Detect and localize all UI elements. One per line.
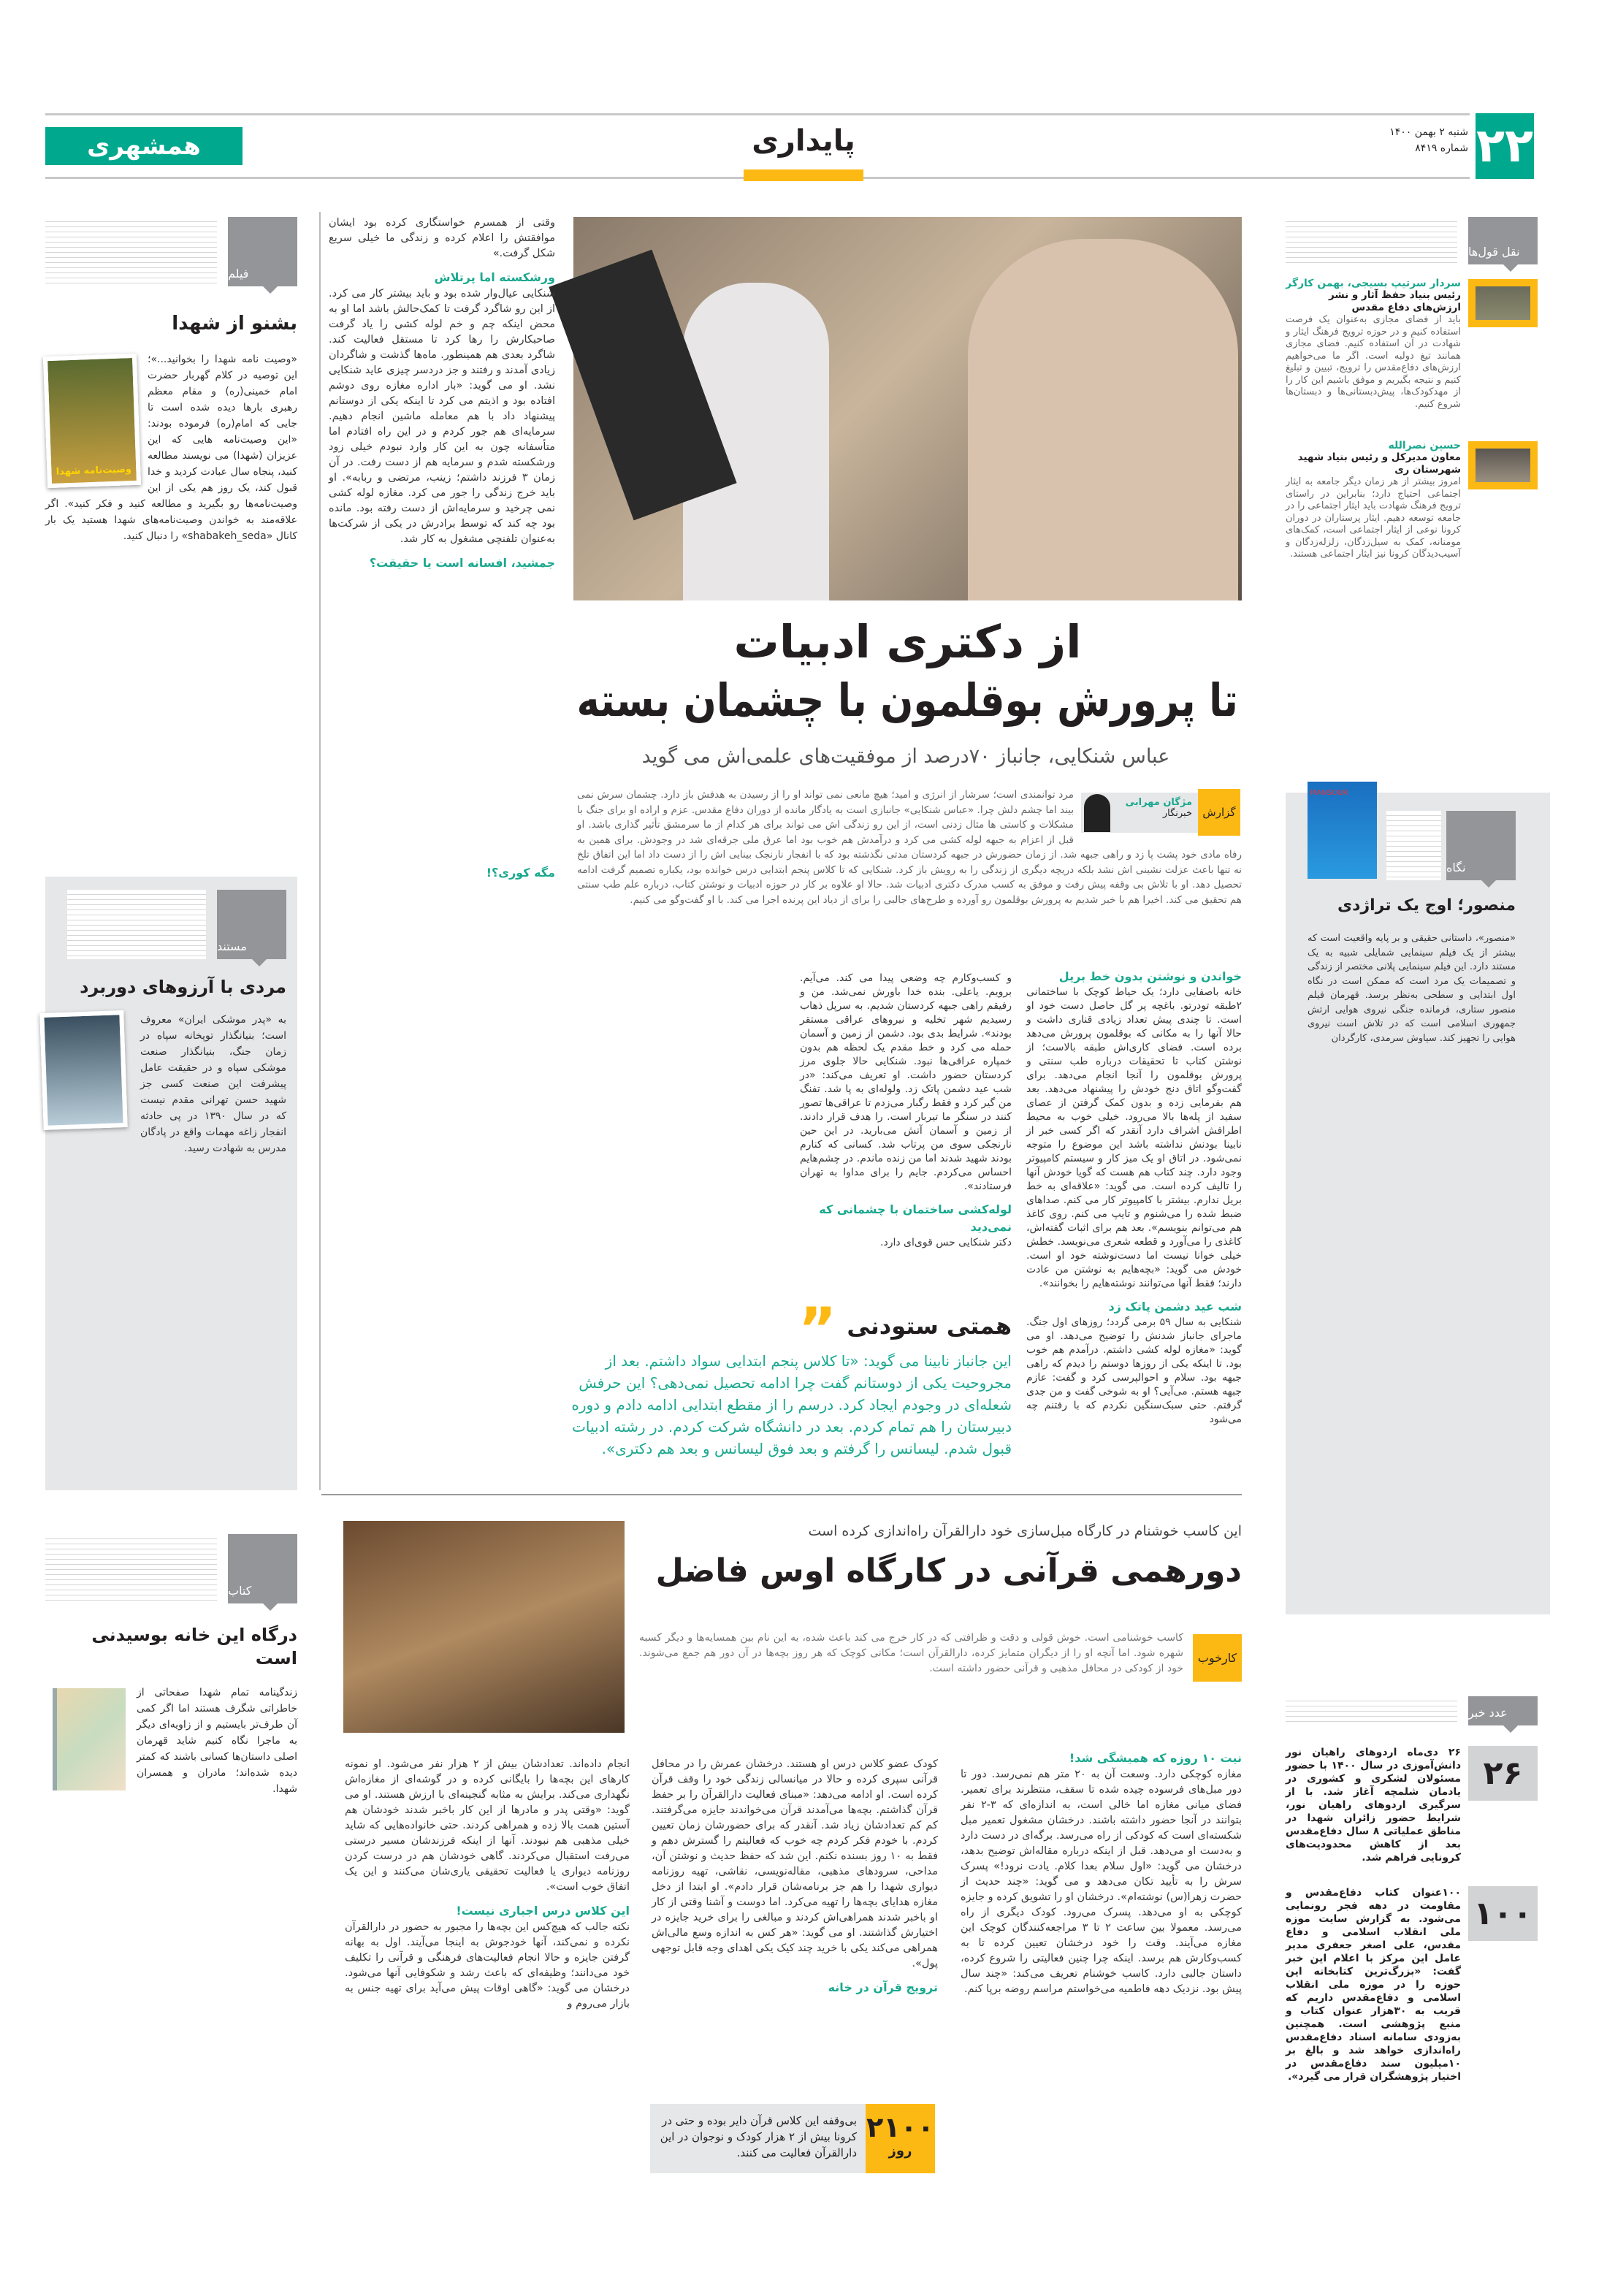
- subheading: ترویج قرآن در خانه: [828, 1980, 938, 1994]
- stripes-decoration: [1286, 1696, 1457, 1725]
- byline-spacer: [1074, 787, 1242, 840]
- main-article-column-a: [1026, 968, 1242, 1427]
- subheading: ورشکسته اما پرتلاش: [434, 270, 555, 284]
- stripes-decoration: [1286, 217, 1457, 264]
- paragraph: دکتر شنکایی حس قوی‌ای دارد.: [880, 1237, 1012, 1248]
- stripes-decoration: [1386, 811, 1441, 880]
- second-column-3: [345, 1757, 630, 2012]
- second-kicker-box: [643, 1521, 1242, 1543]
- numbers-label: عدد خبر: [1468, 1696, 1538, 1725]
- main-article-column-mid: [329, 216, 555, 882]
- quote-mark-icon: ”: [798, 1295, 837, 1363]
- stat-text: بی‌وقفه این کلاس قرآن دایر بوده و حتی در کرونا بیش از ۲ هزار کودک و نوجوان در این دارالقرآن فعالیت می کنند.: [660, 2114, 857, 2159]
- documentary-poster: [39, 1010, 128, 1130]
- quote-role: رئیس بنیاد حفظ آثار و نشر ارزش‌های دفاع مقدس: [1328, 289, 1461, 313]
- quote-item: [1286, 278, 1541, 411]
- subheading: شب عید دشمن پاتک زد: [1108, 1300, 1242, 1313]
- paragraph: انجام داده‌اند. تعدادشان بیش از ۲ هزار نفر می‌شود. او نمونه کارهای این بچه‌ها را بایگانی کرده و در گوشه‌ای از مغازه‌اش نگهداری می‌کند. برایش به مثابه گنجینه‌ای با ارزش هستند. او می گوید: «وقتی پدر و مادرها از این کار باخبر شدند خودشان هم آستین همت بالا زده و همراهی کردند. حتی خانواده‌هایی که شاید خیلی مذهبی هم نبودند. آنها از اینکه فرزندشان مسیر درستی می‌رفت استقبال می‌کردند. گاهی خودشان هم در درست کردن روزنامه دیواری یا فعالیت تحقیقی یاری‌شان می‌کنند و این یک اتفاق خوب است».: [345, 1758, 630, 1893]
- documentary-label: مستند: [217, 890, 286, 959]
- subheading: این کلاس درس اجباری نیست!: [456, 1904, 630, 1918]
- quote-text: باید از فضای مجازی به‌عنوان یک فرصت استفاده کنیم و در حوزه ترویج فرهنگ ایثار و شهادت در آن استفاده کنیم. فضای مجازی همانند تیغ دولبه است. اگر ما می‌خواهیم ارزش‌های دفاع‌مقدس را ترویج، تبیین و تبلیغ کنیم و نتیجه بگیریم و موفق باشیم این کار را از مهدکودک‌ها، پیش‌دبستانی‌ها و دبستان‌ها شروع کنیم.: [1286, 314, 1461, 410]
- book-body: [45, 1685, 297, 1797]
- film-content: [45, 310, 297, 544]
- quote-content: [1286, 278, 1461, 411]
- author-name: مژگان مهرابی: [1125, 797, 1192, 808]
- quote-photo: [1468, 279, 1538, 327]
- main-subhead-box: [584, 744, 1227, 773]
- paragraph: وقتی از همسرم خواستگاری کرده بود ایشان موافقتش را اعلام کرده و زندگی ما خیلی سریع شکل گرفت.»: [329, 217, 555, 259]
- book-text: زندگینامه تمام شهدا صفحاتی از خاطراتی شگرف هستند اما اگر کمی آن طرف‌تر بایستیم و از زاویه‌ای دیگر به ماجرا نگاه کنیم شاید قهرمان اصلی داستان‌ها کسانی باشند که کمتر دیده شده‌اند؛ مادران و همسران شهدا.: [137, 1687, 297, 1795]
- view-label: نگاه: [1446, 811, 1516, 880]
- main-article-column-b: [800, 972, 1012, 1250]
- paragraph: شنکایی عیال‌وار شده بود و باید بیشتر کار می کرد. از این رو شاگرد گرفت تا کمک‌حالش باشد اما او به محض اینکه چم و خم لوله کشی را یاد گرفت صاحبکارش را رها کرد تا مستقل فعالیت کند. شاگرد بعدی هم همینطور. ماه‌ها گذشت و شاگردان زیادی آمدند و رفتند و جز دردسر چیزی عاید شنکایی نشد. او می گوید: «بار اداره مغازه روی دوشم افتاده بود و اذیتم می کرد تا اینکه یکی از دوستانم پیشنهاد داد با هم معامله ماشین انجام دهیم. سرمایه‌ای هم جور کردم و در این راه افتادم اما متأسفانه چون به این کار وارد نبودم خیلی زود ورشکسته شدم و سرمایه هم از دست رفت. در آن زمان ۳ فرزند داشتم؛ زینب، مرتضی و ربابه». او باید خرج زندگی را جور می کرد. مغازه لوله کشی نمی چرخید و سرمایه‌اش از دست رفته بود. مانده بود چه کند که توسط برادرش در یکی از شرکت‌ها به‌عنوان تلفنچی مشغول به کار شد.: [329, 288, 555, 545]
- film-text: «وصیت نامه شهدا را بخوانید...»؛ این توصیه در کلام گهربار حضرت امام خمینی(ره) و مقام معظم رهبری بارها دیده شده است تا جایی که امام(ره) فرموده بودند: «این وصیت‌نامه هایی که این عزیزان (شهدا) می نویسند مطالعه کنید، پنجاه سال عبادت کردید و خدا قبول کند، یک روز هم یکی از این وصیت‌نامه‌ها رو بگیرید و مطالعه کنید و فکر کنید». اگر علاقه‌مند به خواندن وصیت‌نامه‌های شهدا هستید یک بار کانال «shabakeh_seda» را دنبال کنید.: [45, 354, 297, 542]
- film-label: فیلم: [228, 217, 297, 286]
- headline-line-2: تا پرورش بوقلمون با چشمان بسته: [576, 674, 1238, 727]
- main-subhead: عباس شنکایی، جانباز ۷۰درصد از موفقیت‌های علمی‌اش می گوید: [641, 745, 1170, 768]
- stat-unit: روز: [888, 2143, 912, 2159]
- view-title: منصور؛ اوج یک تراژدی: [1337, 896, 1516, 915]
- headline-line-1: از دکتری ادبیات: [733, 615, 1082, 668]
- issue-number: شماره ۸۴۱۹: [1415, 142, 1468, 154]
- film-body: [45, 351, 297, 544]
- number-item: [1286, 1886, 1538, 2083]
- subheading: مگه کوری؟!: [486, 866, 555, 880]
- quote-name: سردار سرتیپ بسیجی، بهمن کارگر: [1286, 278, 1461, 289]
- subheading: جمشید، افسانه است یا حقیقت؟: [369, 556, 555, 570]
- book-content: [45, 1623, 297, 1797]
- numbers-list: [1286, 1746, 1538, 2083]
- paragraph: و کسب‌وکارم چه وضعی پیدا می کند. می‌آیم. برویم. یاعلی. بنده خدا باورش نمی‌شد. من و رفیقم راهی جبهه کردستان شدیم. به سرپل ذهاب رسیدیم شهر تخلیه و نیروهای عراقی مستقر بودند». شرایط بدی بود. دشمن از زمین و آسمان حمله می کرد و خط مقدم یک لحظه هم بدون خمپاره عراقی‌ها نبود. شنکایی حالا جلوی مرز کردستان حضور داشت. او تعریف می‌کند: «در شب عید دشمن پاتک زد. ولوله‌ای به پا شد. تفنگ من گیر کرد و فقط رگبار می‌زدم تا عراقی‌ها تصور کنند در سنگر ما تیربار است. را هدف قرار دادند. از زمین و آسمان آتش می‌بارید. در این حین نارنجکی سوی من پرتاب شد. کسانی که کنارم بودند شهید شدند اما من زنده ماندم. در چشم‌هایم احساس می‌کردم. جایم را برای مداوا به تهران فرستادند».: [800, 972, 1012, 1192]
- article-divider: [321, 1494, 1242, 1495]
- quote-photo: [1468, 441, 1538, 489]
- book-label: کتاب: [228, 1534, 297, 1603]
- number-text: ۱۰۰عنوان کتاب دفاع‌مقدس و مقاومت در دهه فجر رونمایی می‌شود. به گزارش سایت موزه ملی انقلاب اسلامی و دفاع مقدس، علی اصغر جعفری مدیر عامل این مرکز با اعلام این خبر گفت: «بزرگ‌ترین کتابخانه این حوزه را در موزه ملی انقلاب اسلامی و دفاع‌مقدس داریم که قریب به ۳۰هزار عنوان کتاب و منبع پژوهشی است. همچنین به‌زودی سامانه اسناد دفاع‌مقدس راه‌اندازی خواهد شد و بالغ بر ۱۰میلیون سند دفاع‌مقدس در اختیار پژوهشگران قرار می گیرد».: [1286, 1887, 1461, 2083]
- book-title: درگاه این خانه بوسیدنی است: [91, 1625, 297, 1668]
- subheading: لوله‌کشی ساختمان با چشمانی که نمی‌دید: [819, 1202, 1012, 1234]
- date: شنبه ۲ بهمن ۱۴۰۰: [1389, 126, 1468, 138]
- mansour-poster: MANSOUR: [1308, 782, 1377, 879]
- paragraph: کودک عضو کلاس درس او هستند. درخشان عمرش را در محافل قرآنی سپری کرده و حالا در میانسالی زندگی خود را وقف قرآن کرده است. او ادامه می‌دهد: «مبنای فعالیت دارالقرآن را بر حفظ قرآن گذاشتم. بچه‌ها می‌آمدند قرآن می‌خواندند جایزه می‌گرفتند. کم کم تعدادشان زیاد شد. آنقدر که برای حضورشان زمان تعیین کردم. با خودم فکر کردم چه خوب که فعالیتم را گسترش دهم و فقط به ۱۰ روز بسنده نکنم. این شد که حفظ حدیث و نوشتن آن، مداحی، سرودهای مذهبی، مقاله‌نویسی، نقاشی، تهیه روزنامه دیواری شهدا را هم جز برنامه‌شان قرار دادم». او ابتدا از دخل مغازه هدایای بچه‌ها را تهیه می‌کرد. اما دوست و آشنا وقتی از کار او باخبر شدند همراهی‌اش کردند و مبالغی را برای خرید جایزه در اختیارش گذاشتند. او می گوید: «هر کس به اندازه وسع مالی‌اش همراهی می‌کند یکی با خرید چند کیک یکی اهدای وجه قابل توجهی پول».: [652, 1758, 939, 1969]
- good-work-tag: کارخوب: [1193, 1634, 1242, 1682]
- second-column-1: [961, 1750, 1242, 1997]
- quote-content: [1286, 440, 1461, 561]
- main-intro-wrap: [577, 787, 1242, 907]
- number-badge: ۱۰۰: [1468, 1886, 1538, 1941]
- view-box: [1286, 789, 1550, 1614]
- stripes-decoration: [67, 890, 206, 959]
- second-kicker: این کاسب خوشنام در کارگاه مبل‌سازی خود دارالقرآن راه‌اندازی کرده است: [808, 1523, 1242, 1539]
- issue-info: [1373, 124, 1468, 156]
- film-poster: وصیت‌نامه شهدا: [43, 354, 141, 488]
- quote-text: امروز بیشتر از هر زمان دیگر جامعه به ایثار اجتماعی احتیاج دارد؛ بنابراین در راستای ترویج فرهنگ شهادت باید ایثار اجتماعی را در جامعه توسعه دهیم. ایثار پرستاران در دوران کرونا نوعی از ایثار اجتماعی است، کمک‌های مومنانه، کمک به سیل‌زدگان، زلزله‌زدگان و آسیب‌دیدگان کرونا نیز ایثار اجتماعی هستند.: [1286, 476, 1461, 560]
- stripes-decoration: [45, 217, 217, 286]
- quote-title: همتی ستودنی: [847, 1312, 1012, 1340]
- view-text: «منصور»، داستانی حقیقی و بر پایه واقعیت است که بیشتر از یک فیلم سینمایی شمایلی شبیه به یک مستند دارد. این فیلم سینمایی پلانی مختصر از زندگی و تصمیمات یک مرد است که ممکن است در نگاه اول ابتدایی و سطحی به‌نظر برسد. قهرمان فیلم منصور ستاری، فرمانده جنگی نیروی هوایی ارتش جمهوری اسلامی است که در تلاش است نیروی هوایی را تجهیز کند. سیاوش سرمدی، کارگردان: [1308, 933, 1516, 1044]
- subheading: خواندن و نوشتن بدون خط بریل: [1058, 969, 1242, 983]
- documentary-title: مردی با آرزوهای دوربرد: [80, 977, 286, 997]
- quote-item: [1286, 440, 1541, 561]
- second-headline-box: [643, 1550, 1242, 1594]
- view-content: [1300, 895, 1516, 1045]
- film-title: بشنو از شهدا: [172, 313, 297, 335]
- header-top-rule: [45, 113, 1470, 115]
- stat-number: ۲۱۰۰: [866, 2111, 934, 2143]
- documentary-content: [45, 975, 286, 1156]
- quotes-section: [1286, 278, 1541, 561]
- documentary-box: [45, 877, 297, 1490]
- author-role: خبرنگار: [1162, 808, 1192, 819]
- number-item: [1286, 1746, 1538, 1864]
- paragraph: شنکایی به سال ۵۹ برمی گردد؛ روزهای اول جنگ. ماجرای جانباز شدنش را توضیح می‌دهد. او می گوید: «مغازه لوله کشی داشتم. درآمدم هم خوب بود. تا اینکه یکی از روزها دوستم را دیدم که راهی جبهه بود. سلام و احوالپرسی کرد و گفت: عازم جبهه هستم. می‌آیی؟ او به شوخی گفت و من جدی گرفتم. حتی سبک‌سنگین نکردم که با رفتنم چه می‌شود: [1026, 1316, 1242, 1425]
- section-accent-bar: [744, 169, 863, 181]
- second-column-2: [652, 1757, 938, 1996]
- number-text: ۲۶ دی‌ماه اردوهای راهیان نور دانش‌آموزی در سال ۱۴۰۰ با حضور مسئولان لشکری و کشوری در یادمان شلمچه آغاز شد. با از سرگیری اردوهای راهیان نور، شرایط حضور زائران شهدا در مناطق عملیاتی ۸ سال دفاع‌مقدس بعد از کاهش محدودیت‌های کرونایی فراهم شد.: [1286, 1747, 1462, 1864]
- stripes-decoration: [45, 1534, 217, 1603]
- main-intro: مرد توانمندی است؛ سرشار از انرژی و امید؛ هیچ مانعی نمی تواند او را از رسیدن به هدفش باز دارد. چشمان سرش نمی بیند اما چشم دلش چرا. «عباس شنکایی» جانبازی است به یادگار مانده از دوران دفاع مقدس. عزم و اراده او برای جنگ با مشکلات و کاستی ها مثال زدنی است، از این رو زندگی اش می تواند برای هر کدام از ما سرمشق تأثیر گذاری باشد. او قبل از اعزام به جبهه لوله کشی می کرد و درآمدش هم خوب بود اما عرق ملی جرقه‌ای شد در وجودش. برای همین به رفاه مادی خود پشت پا زد و راهی جبهه شد. از زمان حضورش در جبهه کردستان مدتی نگذشته بود که با انفجار نارنجک بینایی اش را از دست داد اما این اتفاق تلخ نه تنها باعث عزلت نشینی اش نشد بلکه دریچه دیگری از زندگی را به رویش باز کرد. شنکایی که تا کلاس پنجم ابتدایی درس خوانده بود، یکباره تصمیم گرفت ادامه تحصیل دهد. او با تلاش بی وقفه پیش رفت و موفق به کسب مدرک دکتری ادبیات شد. حالا او علاوه بر کار در حوزه ادبیات و نوشتن کتاب، درباره علم طب سنتی هم تحقیق می کند. اخیرا هم با خبر شدیم به پرورش بوقلمون رو آورده و طرح‌های جالبی را برای از دیاد این پرنده اجرا می کند. با او گفت‌وگو می کنیم.: [577, 789, 1242, 906]
- paragraph: مغازه کوچکی دارد. وسعت آن به ۲۰ متر هم نمی‌رسد. دور تا دور مبل‌های فرسوده چیده شده تا سقف، منتظرند برای تعمیر. فضای میانی مغازه اما خالی است، به اندازه‌ای که ۳-۲ نفر بتوانند در آنجا حضور داشته باشند. درخشان مشغول تعمیر مبل شکسته‌ای است که کودکی از راه می‌رسد. برگه‌ای در دست دارد و به‌دست او می‌دهد. قبل از اینکه درباره مقاله‌اش توضیح بدهد، درخشان می گوید: «اول سلام بعدا کلام. یادت نرود!» پسرک سرش را به تأیید تکان می‌دهد و می گوید: «چند حدیث از حضرت زهرا(س) نوشته‌ام». درخشان او را تشویق کرده و جایزه کوچکی به او می‌دهد. پسرک می‌رود. کودک دیگری از راه می‌رسد. معمولا بین ساعت ۲ تا ۳ مراجعه‌کنندگان کوچک این مغازه می‌آیند. وقت را خود درخشان تعیین کرده تا به کسب‌وکارش هم برسد. اینکه چرا چنین فعالیتی را شروع کرده، داستان جالبی دارد. کاسب خوشنام تعریف می‌کند: «چند سال پیش بود. نزدیک دهه فاطمیه می‌خواستم مراسم روضه برپا کنم.: [961, 1769, 1243, 1995]
- page-number: ۲۲: [1476, 113, 1534, 179]
- report-tag: گزارش: [1198, 789, 1240, 836]
- stat-badge: [866, 2104, 935, 2173]
- book-cover: [53, 1688, 126, 1790]
- column-rule: [319, 212, 321, 1490]
- workshop-photo: [343, 1521, 625, 1733]
- subheading: نیت ۱۰ روزه که همیشگی شد!: [1069, 1751, 1242, 1765]
- second-intro: کاسب خوشنامی است. خوش قولی و دقت و ظرافتی که در کار خرج می کند باعث شده، به این نام بین همسایه‌ها و دیگر کسبه شهره شود. اما آنچه او را از دیگران متمایز کرده، دارالقرآن است؛ مکانی کوچک که هر روز بچه‌ها در آن دور هم جمع می‌شوند. خود از کودکی در محافل مذهبی و قرآنی حضور داشته است.: [639, 1632, 1183, 1674]
- main-headline-2: [577, 672, 1238, 731]
- paragraph: نکته جالب که هیچ‌کس این بچه‌ها را مجبور به حضور در دارالقرآن نکرده و نمی‌کند، آنها خودجوش به اینجا می‌آیند. اول به بهانه گرفتن جایزه و حالا انجام فعالیت‌های فرهنگی و قرآنی را تکلیف خود می‌دانند؛ وظیفه‌ای که باعث رشد و شکوفایی آنها می‌شود. درخشان می گوید: «گاهی اوقات پیش می‌آید برای تهیه جنس به بازار می‌روم و: [345, 1921, 630, 2010]
- quote-name: حسین نصرالله: [1388, 440, 1461, 451]
- number-badge: ۲۶: [1468, 1746, 1538, 1801]
- stat-box: [650, 2104, 935, 2173]
- documentary-text: به «پدر موشکی ایران» معروف است؛ بنیانگذار توپخانه سپاه در زمان جنگ، بنیانگذار صنعت موشکی سپاه و در حقیقت عامل پیشرفت این صنعت کسی جز شهید حسن تهرانی مقدم نیست که در سال ۱۳۹۰ در پی حادثه انفجار زاغه مهمات واقع در پادگان مدرس به شهادت رسید.: [140, 1014, 287, 1154]
- newspaper-logo: همشهری: [45, 127, 243, 165]
- quote-role: معاون مدیرکل و رئیس بنیاد شهید شهرستان ری: [1297, 451, 1461, 476]
- main-headline: [577, 614, 1238, 672]
- paragraph: خانه باصفایی دارد؛ یک حیاط کوچک با ساختمانی ۲طبقه تودرتو. باغچه پر گل حاصل دست خود او است. تا چندی پیش تعداد زیادی قناری داشت و حالا آنها را به مکانی که بوقلمون پرورش می‌دهد برده است. فضای کاری‌اش طبقه بالاست؛ از نوشتن کتاب تا تحقیقات درباره طب سنتی و پرورش بوقلمون را آنجا انجام می‌دهد. برای گفت‌وگو اتاق دنج خودش را پیشنهاد می‌دهد. بعد هم بفرمایی زده و بدون کمک گرفتن از عصای سفید از پله‌ها بالا می‌رود. خیلی خوب به محیط اطرافش اشراف دارد آنقدر که اگر کسی خبر از نابینا بودنش نداشته باشد این موضوع را متوجه نمی‌شود. در اتاق او یک میز کار و سیستم کامپیوتر وجود دارد. چند کتاب هم هست که گویا خودش آنها را تالیف کرده است. می گوید: «علاقه‌ای به خط بریل ندارم. بیشتر با کامپیوتر کار می کنم. صداهای ضبط شده را می‌شنوم و تایپ می کنم. روی کاغذ هم می‌توانم بنویسم». بعد هم برای اثبات گفته‌اش، کاغذی را می‌آورد و قطعه شعری می‌نویسد. خطش خیلی خوانا نیست اما دست‌نوشته خود او است. خودش می گوید: «بچه‌هایم به نوشتن من عادت دارند؛ فقط آنها می‌توانند نوشته‌هایم را بخوانند».: [1026, 986, 1242, 1289]
- documentary-body: [45, 1012, 286, 1156]
- main-article-photo: [573, 217, 1242, 600]
- quote-text: این جانباز نابینا می گوید: «تا کلاس پنجم ابتدایی سواد داشتم. بعد از مجروحیت یکی از دوستانم گفت چرا ادامه تحصیل نمی‌دهی؟ این حرفش شعله‌ای در وجودم ایجاد کرد. درسم را از مقطع ابتدایی ادامه دادم و دوره دبیرستان را هم تمام کردم. بعد در دانشگاه شرکت کردم. در رشته ادبیات قبول شدم. لیسانس را گرفتم و بعد فوق لیسانس و بعد هم دکتری».: [571, 1352, 1012, 1457]
- photo-man: [968, 239, 1238, 600]
- pull-quote: [570, 1295, 1012, 1460]
- second-headline: دورهمی قرآنی در کارگاه اوس فاضل: [655, 1552, 1242, 1590]
- quotes-label: نقل قول‌ها: [1468, 217, 1538, 264]
- section-title: پایداری: [752, 124, 855, 158]
